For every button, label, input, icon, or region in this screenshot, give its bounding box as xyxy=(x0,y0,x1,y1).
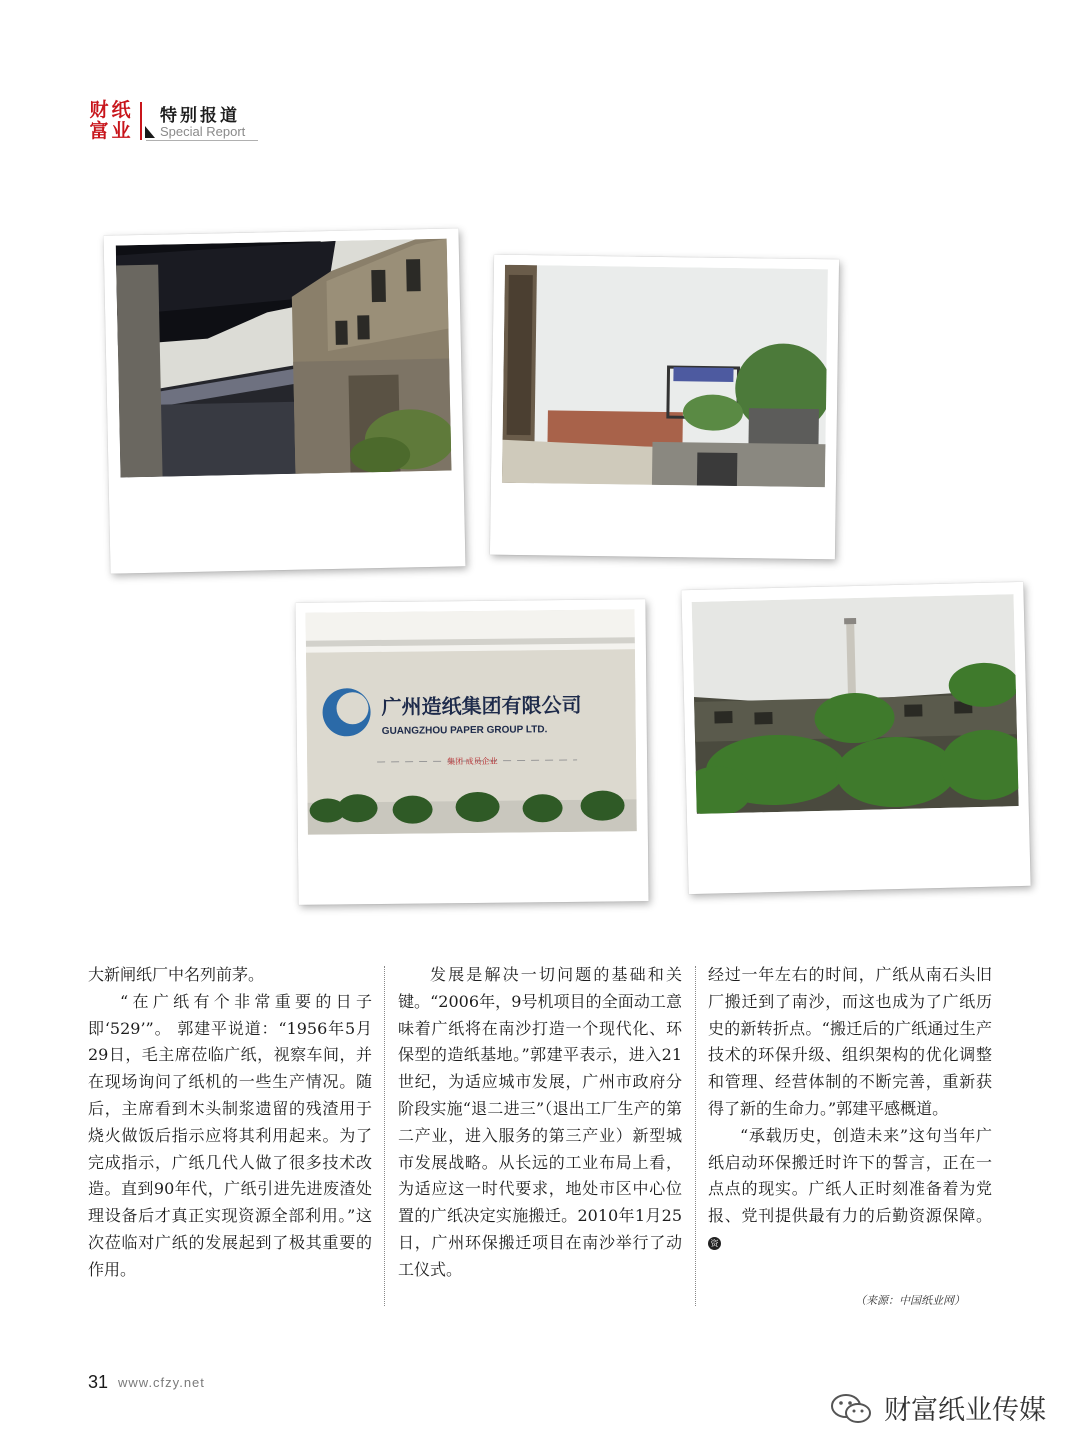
lobby-sign-subtitle: 集团 成员企业 xyxy=(447,756,498,767)
header-divider xyxy=(140,102,142,140)
header-underline xyxy=(146,140,258,141)
logo-char: 纸 xyxy=(111,99,131,121)
photo-company-lobby xyxy=(295,599,648,905)
section-subtitle: Special Report xyxy=(160,124,246,139)
source-credit: （来源：中国纸业网） xyxy=(855,1294,965,1307)
lobby-sign-title: 广州造纸集团有限公司 xyxy=(381,692,582,719)
logo-char: 业 xyxy=(111,120,131,142)
photo-old-factory xyxy=(103,228,465,573)
article-column-2 xyxy=(398,962,682,1284)
website-url[interactable]: www.cfzy.net xyxy=(118,1375,205,1390)
wechat-icon xyxy=(830,1392,874,1426)
site-photo-image xyxy=(502,265,828,487)
paragraph: 经过一年左右的时间，广纸从南石头旧厂搬迁到了南沙，而这也成为了广纸历史的新转折点。“搬迁后的广纸通过生产技术的环保升级、组织架构的优化调整和管理、经营体制的不断完善，重新获得了新的生命力。”郭建平感概道。 xyxy=(708,965,992,1118)
magazine-logo xyxy=(88,100,132,142)
page-number: 31 xyxy=(88,1372,109,1392)
logo-char: 财 xyxy=(89,99,109,121)
column-divider xyxy=(384,966,385,1306)
factory-photo-image xyxy=(116,239,452,478)
lobby-photo-image xyxy=(306,609,637,834)
logo-char: 富 xyxy=(89,120,109,142)
triangle-icon xyxy=(145,126,155,138)
ruins-photo-image xyxy=(692,594,1019,814)
article-column-3 xyxy=(708,962,992,1257)
photo-abandoned-site xyxy=(490,255,839,560)
watermark-text: 财富纸业传媒 xyxy=(884,1395,1046,1426)
paragraph: 发展是解决一切问题的基础和关键。“2006年，9号机项目的全面动工意味着广纸将在南沙打造一个现代化、环保型的造纸基地。”郭建平表示，进入21世纪，为适应城市发展，广州市政府分阶段实施“退二进三”（退出工厂生产的第二产业，进入服务的第三产业）新型城市发展战略。从长远的工业布局上看，为适应这一时代要求，地处市区中心位置的广纸决定实施搬迁。2010年1月25日，广州环保搬迁项目在南沙举行了动工仪式。 xyxy=(398,965,682,1279)
section-title: 特别报道 xyxy=(160,106,240,126)
column-divider xyxy=(695,966,696,1306)
paragraph: 大新闸纸厂中名列前茅。 xyxy=(88,965,265,984)
photo-chimney-ruins xyxy=(681,582,1030,894)
article-column-1 xyxy=(88,962,372,1284)
end-mark-icon: 资 xyxy=(708,1237,721,1250)
paragraph xyxy=(708,1123,992,1257)
paragraph-text: “承载历史，创造未来”这句当年广纸启动环保搬迁时许下的誓言，正在一点点的现实。广纸人正时刻准备着为党报、党刊提供最有力的后勤资源保障。 xyxy=(708,1125,992,1226)
lobby-sign-english: GUANGZHOU PAPER GROUP LTD. xyxy=(381,724,548,737)
paragraph: “在广纸有个非常重要的日子即‘529’”。 郭建平说道：“1956年5月29日，毛主席莅临广纸，视察车间，并在现场询问了纸机的一些生产情况。随后，主席看到木头制浆遗留的残渣用于烧火做饭后指示应将其利用起来。为了完成指示，广纸几代人做了很多技术改造。直到90年代，广纸引进先进废渣处理设备后才真正实现资源全部利用。”这次莅临对广纸的发展起到了极其重要的作用。 xyxy=(88,991,372,1279)
